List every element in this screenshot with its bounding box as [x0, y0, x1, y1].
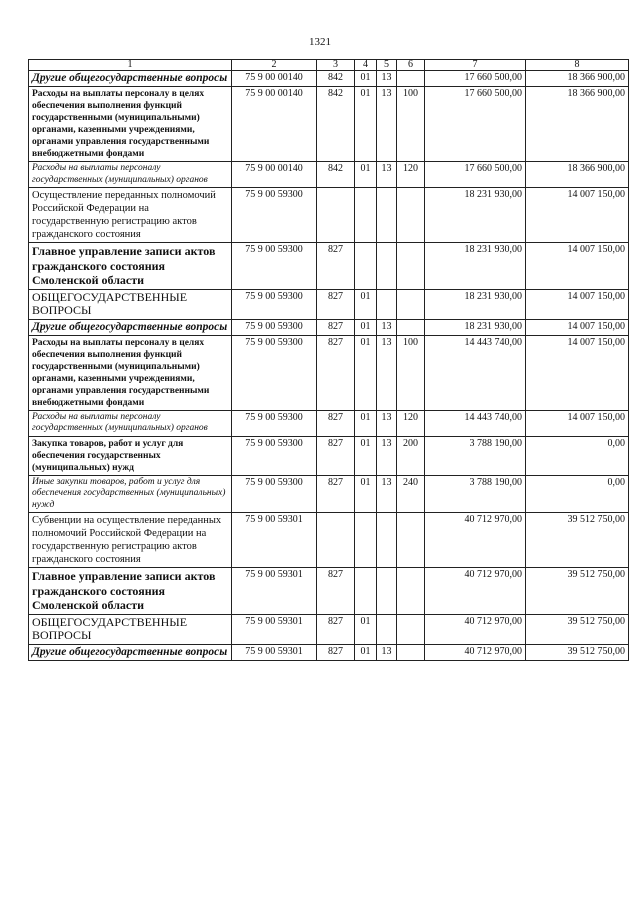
amount-year1-cell: 17 660 500,00: [425, 162, 526, 188]
ministry-code-cell: 842: [317, 162, 355, 188]
amount-year1-cell: 14 443 740,00: [425, 335, 526, 410]
subsection-code-cell: 13: [377, 475, 397, 513]
target-code-cell: 75 9 00 59300: [232, 475, 317, 513]
ministry-code-cell: 827: [317, 410, 355, 436]
amount-year2-cell: 39 512 750,00: [526, 568, 629, 615]
column-number: 7: [425, 60, 526, 71]
amount-year2-cell: 14 007 150,00: [526, 289, 629, 319]
subsection-code-cell: [377, 188, 397, 243]
amount-year1-cell: 17 660 500,00: [425, 87, 526, 162]
subsection-code-cell: [377, 614, 397, 644]
target-code-cell: 75 9 00 59300: [232, 243, 317, 290]
budget-table: [28, 59, 629, 661]
amount-year1-cell: 18 231 930,00: [425, 289, 526, 319]
expense-type-cell: 120: [397, 162, 425, 188]
subsection-code-cell: [377, 568, 397, 615]
section-code-cell: 01: [355, 335, 377, 410]
ministry-code-cell: 827: [317, 243, 355, 290]
expense-type-cell: [397, 614, 425, 644]
section-code-cell: 01: [355, 475, 377, 513]
amount-year2-cell: 14 007 150,00: [526, 243, 629, 290]
amount-year2-cell: 14 007 150,00: [526, 335, 629, 410]
section-code-cell: 01: [355, 319, 377, 335]
ministry-code-cell: 827: [317, 335, 355, 410]
target-code-cell: 75 9 00 59300: [232, 410, 317, 436]
row-name-cell: Расходы на выплаты персоналу государственных (муниципальных) органов: [29, 410, 232, 436]
amount-year2-cell: 14 007 150,00: [526, 410, 629, 436]
ministry-code-cell: [317, 188, 355, 243]
expense-type-cell: [397, 513, 425, 568]
target-code-cell: 75 9 00 59301: [232, 568, 317, 615]
row-name-cell: Другие общегосударственные вопросы: [29, 644, 232, 660]
table-row: [29, 87, 629, 162]
expense-type-cell: 240: [397, 475, 425, 513]
target-code-cell: 75 9 00 00140: [232, 71, 317, 87]
amount-year2-cell: 39 512 750,00: [526, 614, 629, 644]
amount-year1-cell: 18 231 930,00: [425, 188, 526, 243]
expense-type-cell: [397, 289, 425, 319]
section-code-cell: [355, 188, 377, 243]
subsection-code-cell: [377, 289, 397, 319]
expense-type-cell: 100: [397, 87, 425, 162]
column-number: 5: [377, 60, 397, 71]
amount-year1-cell: 18 231 930,00: [425, 319, 526, 335]
ministry-code-cell: 827: [317, 475, 355, 513]
row-name-cell: Расходы на выплаты персоналу государственных (муниципальных) органов: [29, 162, 232, 188]
amount-year2-cell: 14 007 150,00: [526, 188, 629, 243]
target-code-cell: 75 9 00 00140: [232, 87, 317, 162]
column-number: 6: [397, 60, 425, 71]
amount-year1-cell: 3 788 190,00: [425, 436, 526, 475]
amount-year2-cell: 18 366 900,00: [526, 87, 629, 162]
table-row: [29, 436, 629, 475]
subsection-code-cell: [377, 243, 397, 290]
subsection-code-cell: 13: [377, 87, 397, 162]
table-row: [29, 568, 629, 615]
target-code-cell: 75 9 00 59301: [232, 513, 317, 568]
table-row: [29, 614, 629, 644]
target-code-cell: 75 9 00 59300: [232, 188, 317, 243]
ministry-code-cell: 827: [317, 289, 355, 319]
section-code-cell: 01: [355, 289, 377, 319]
amount-year2-cell: 0,00: [526, 436, 629, 475]
section-code-cell: 01: [355, 436, 377, 475]
table-row: [29, 644, 629, 660]
expense-type-cell: [397, 71, 425, 87]
expense-type-cell: [397, 644, 425, 660]
section-code-cell: 01: [355, 87, 377, 162]
table-row: [29, 188, 629, 243]
section-code-cell: [355, 513, 377, 568]
amount-year2-cell: 14 007 150,00: [526, 319, 629, 335]
row-name-cell: Расходы на выплаты персоналу в целях обеспечения выполнения функций государственными (муниципальными) органами, казенными учреждениями, органами управления государственными внебюджетными фондами: [29, 335, 232, 410]
expense-type-cell: [397, 568, 425, 615]
section-code-cell: [355, 243, 377, 290]
ministry-code-cell: 827: [317, 436, 355, 475]
target-code-cell: 75 9 00 59300: [232, 436, 317, 475]
column-number: 3: [317, 60, 355, 71]
column-number: 8: [526, 60, 629, 71]
section-code-cell: 01: [355, 162, 377, 188]
row-name-cell: ОБЩЕГОСУДАРСТВЕННЫЕ ВОПРОСЫ: [29, 614, 232, 644]
amount-year1-cell: 14 443 740,00: [425, 410, 526, 436]
row-name-cell: Закупка товаров, работ и услуг для обеспечения государственных (муниципальных) нужд: [29, 436, 232, 475]
amount-year2-cell: 39 512 750,00: [526, 644, 629, 660]
ministry-code-cell: 827: [317, 644, 355, 660]
section-code-cell: 01: [355, 71, 377, 87]
column-number-row: [29, 60, 629, 71]
table-row: [29, 513, 629, 568]
amount-year1-cell: 3 788 190,00: [425, 475, 526, 513]
column-number: 1: [29, 60, 232, 71]
section-code-cell: 01: [355, 614, 377, 644]
subsection-code-cell: 13: [377, 410, 397, 436]
amount-year1-cell: 40 712 970,00: [425, 644, 526, 660]
ministry-code-cell: 827: [317, 319, 355, 335]
expense-type-cell: [397, 319, 425, 335]
amount-year2-cell: 39 512 750,00: [526, 513, 629, 568]
target-code-cell: 75 9 00 59300: [232, 289, 317, 319]
amount-year1-cell: 40 712 970,00: [425, 614, 526, 644]
section-code-cell: [355, 568, 377, 615]
ministry-code-cell: 827: [317, 568, 355, 615]
column-number: 4: [355, 60, 377, 71]
subsection-code-cell: 13: [377, 71, 397, 87]
ministry-code-cell: [317, 513, 355, 568]
section-code-cell: 01: [355, 410, 377, 436]
row-name-cell: Другие общегосударственные вопросы: [29, 71, 232, 87]
subsection-code-cell: 13: [377, 644, 397, 660]
row-name-cell: Осуществление переданных полномочий Российской Федерации на государственную регистрацию актов гражданского состояния: [29, 188, 232, 243]
target-code-cell: 75 9 00 59300: [232, 319, 317, 335]
page-number: 1321: [309, 36, 331, 48]
subsection-code-cell: 13: [377, 319, 397, 335]
target-code-cell: 75 9 00 59300: [232, 335, 317, 410]
section-code-cell: 01: [355, 644, 377, 660]
table-row: [29, 335, 629, 410]
amount-year1-cell: 18 231 930,00: [425, 243, 526, 290]
ministry-code-cell: 827: [317, 614, 355, 644]
table-row: [29, 410, 629, 436]
row-name-cell: Главное управление записи актов гражданского состояния Смоленской области: [29, 568, 232, 615]
amount-year2-cell: 18 366 900,00: [526, 71, 629, 87]
subsection-code-cell: [377, 513, 397, 568]
table-row: [29, 162, 629, 188]
amount-year1-cell: 17 660 500,00: [425, 71, 526, 87]
expense-type-cell: 120: [397, 410, 425, 436]
target-code-cell: 75 9 00 59301: [232, 644, 317, 660]
expense-type-cell: 200: [397, 436, 425, 475]
expense-type-cell: 100: [397, 335, 425, 410]
ministry-code-cell: 842: [317, 87, 355, 162]
expense-type-cell: [397, 188, 425, 243]
table-row: [29, 319, 629, 335]
table-row: [29, 71, 629, 87]
column-number: 2: [232, 60, 317, 71]
target-code-cell: 75 9 00 00140: [232, 162, 317, 188]
amount-year1-cell: 40 712 970,00: [425, 513, 526, 568]
amount-year2-cell: 0,00: [526, 475, 629, 513]
subsection-code-cell: 13: [377, 436, 397, 475]
row-name-cell: Субвенции на осуществление переданных полномочий Российской Федерации на государственную регистрацию актов гражданского состояния: [29, 513, 232, 568]
subsection-code-cell: 13: [377, 335, 397, 410]
amount-year2-cell: 18 366 900,00: [526, 162, 629, 188]
row-name-cell: Другие общегосударственные вопросы: [29, 319, 232, 335]
row-name-cell: Расходы на выплаты персоналу в целях обеспечения выполнения функций государственными (муниципальными) органами, казенными учреждениями, органами управления государственными внебюджетными фондами: [29, 87, 232, 162]
target-code-cell: 75 9 00 59301: [232, 614, 317, 644]
row-name-cell: Главное управление записи актов гражданского состояния Смоленской области: [29, 243, 232, 290]
row-name-cell: ОБЩЕГОСУДАРСТВЕННЫЕ ВОПРОСЫ: [29, 289, 232, 319]
ministry-code-cell: 842: [317, 71, 355, 87]
row-name-cell: Иные закупки товаров, работ и услуг для обеспечения государственных (муниципальных) нужд: [29, 475, 232, 513]
table-row: [29, 289, 629, 319]
expense-type-cell: [397, 243, 425, 290]
table-row: [29, 475, 629, 513]
table-row: [29, 243, 629, 290]
amount-year1-cell: 40 712 970,00: [425, 568, 526, 615]
subsection-code-cell: 13: [377, 162, 397, 188]
